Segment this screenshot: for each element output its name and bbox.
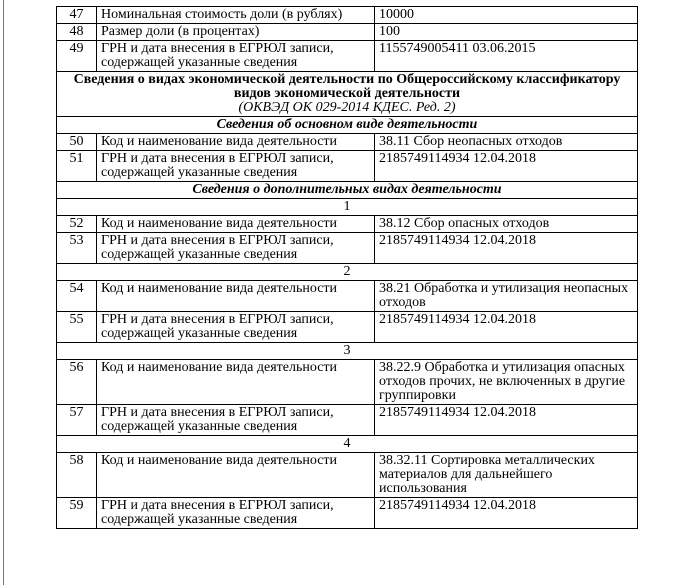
row-value: 2185749114934 12.04.2018 [375, 233, 638, 264]
table-row [57, 24, 638, 41]
row-label: ГРН и дата внесения в ЕГРЮЛ записи, содержащей указанные сведения [97, 405, 375, 436]
row-number: 57 [57, 405, 97, 436]
table-row [57, 216, 638, 233]
subsection-row [57, 182, 638, 199]
group-index-row [57, 436, 638, 453]
row-value: 2185749114934 12.04.2018 [375, 151, 638, 182]
table-row [57, 312, 638, 343]
section-title: Сведения о видах экономической деятельности по Общероссийскому классификатору видов экономической деятельности [73, 72, 621, 101]
row-value: 38.12 Сбор опасных отходов [375, 216, 638, 233]
main-activity-heading: Сведения об основном виде деятельности [57, 117, 638, 134]
table-row [57, 233, 638, 264]
row-number: 51 [57, 151, 97, 182]
row-value: 10000 [375, 7, 638, 24]
row-number: 54 [57, 281, 97, 312]
row-value: 2185749114934 12.04.2018 [375, 312, 638, 343]
row-value: 100 [375, 24, 638, 41]
row-label: ГРН и дата внесения в ЕГРЮЛ записи, содержащей указанные сведения [97, 233, 375, 264]
subsection-row [57, 117, 638, 134]
row-label: Код и наименование вида деятельности [97, 134, 375, 151]
row-number: 53 [57, 233, 97, 264]
group-index: 1 [57, 199, 638, 216]
row-number: 47 [57, 7, 97, 24]
section-subtitle: (ОКВЭД ОК 029-2014 КДЕС. Ред. 2) [238, 100, 456, 115]
table-row [57, 151, 638, 182]
group-index-row [57, 264, 638, 281]
group-index-row [57, 343, 638, 360]
row-label: ГРН и дата внесения в ЕГРЮЛ записи, содержащей указанные сведения [97, 312, 375, 343]
row-label: Номинальная стоимость доли (в рублях) [97, 7, 375, 24]
row-value: 1155749005411 03.06.2015 [375, 41, 638, 72]
row-number: 48 [57, 24, 97, 41]
row-number: 59 [57, 498, 97, 529]
row-number: 52 [57, 216, 97, 233]
section-header-row [57, 72, 638, 117]
group-index: 2 [57, 264, 638, 281]
row-value: 2185749114934 12.04.2018 [375, 405, 638, 436]
row-label: ГРН и дата внесения в ЕГРЮЛ записи, содержащей указанные сведения [97, 151, 375, 182]
section-header [57, 72, 638, 117]
table-row [57, 41, 638, 72]
row-label: ГРН и дата внесения в ЕГРЮЛ записи, содержащей указанные сведения [97, 41, 375, 72]
group-index: 3 [57, 343, 638, 360]
row-value: 38.32.11 Сортировка металлических материалов для дальнейшего использования [375, 453, 638, 498]
row-number: 56 [57, 360, 97, 405]
group-index: 4 [57, 436, 638, 453]
row-label: Размер доли (в процентах) [97, 24, 375, 41]
egrul-extract-table [56, 6, 637, 529]
row-number: 49 [57, 41, 97, 72]
left-frame-line [3, 0, 4, 585]
row-value: 38.11 Сбор неопасных отходов [375, 134, 638, 151]
table-row [57, 405, 638, 436]
row-value: 38.22.9 Обработка и утилизация опасных отходов прочих, не включенных в другие группировки [375, 360, 638, 405]
row-value: 38.21 Обработка и утилизация неопасных отходов [375, 281, 638, 312]
table-row [57, 360, 638, 405]
row-number: 58 [57, 453, 97, 498]
table-row [57, 498, 638, 529]
row-number: 50 [57, 134, 97, 151]
table-row [57, 7, 638, 24]
table-row [57, 453, 638, 498]
row-label: Код и наименование вида деятельности [97, 360, 375, 405]
row-label: Код и наименование вида деятельности [97, 216, 375, 233]
row-value: 2185749114934 12.04.2018 [375, 498, 638, 529]
row-label: ГРН и дата внесения в ЕГРЮЛ записи, содержащей указанные сведения [97, 498, 375, 529]
group-index-row [57, 199, 638, 216]
row-label: Код и наименование вида деятельности [97, 281, 375, 312]
additional-activity-heading: Сведения о дополнительных видах деятельности [57, 182, 638, 199]
row-label: Код и наименование вида деятельности [97, 453, 375, 498]
table-row [57, 134, 638, 151]
table-row [57, 281, 638, 312]
row-number: 55 [57, 312, 97, 343]
